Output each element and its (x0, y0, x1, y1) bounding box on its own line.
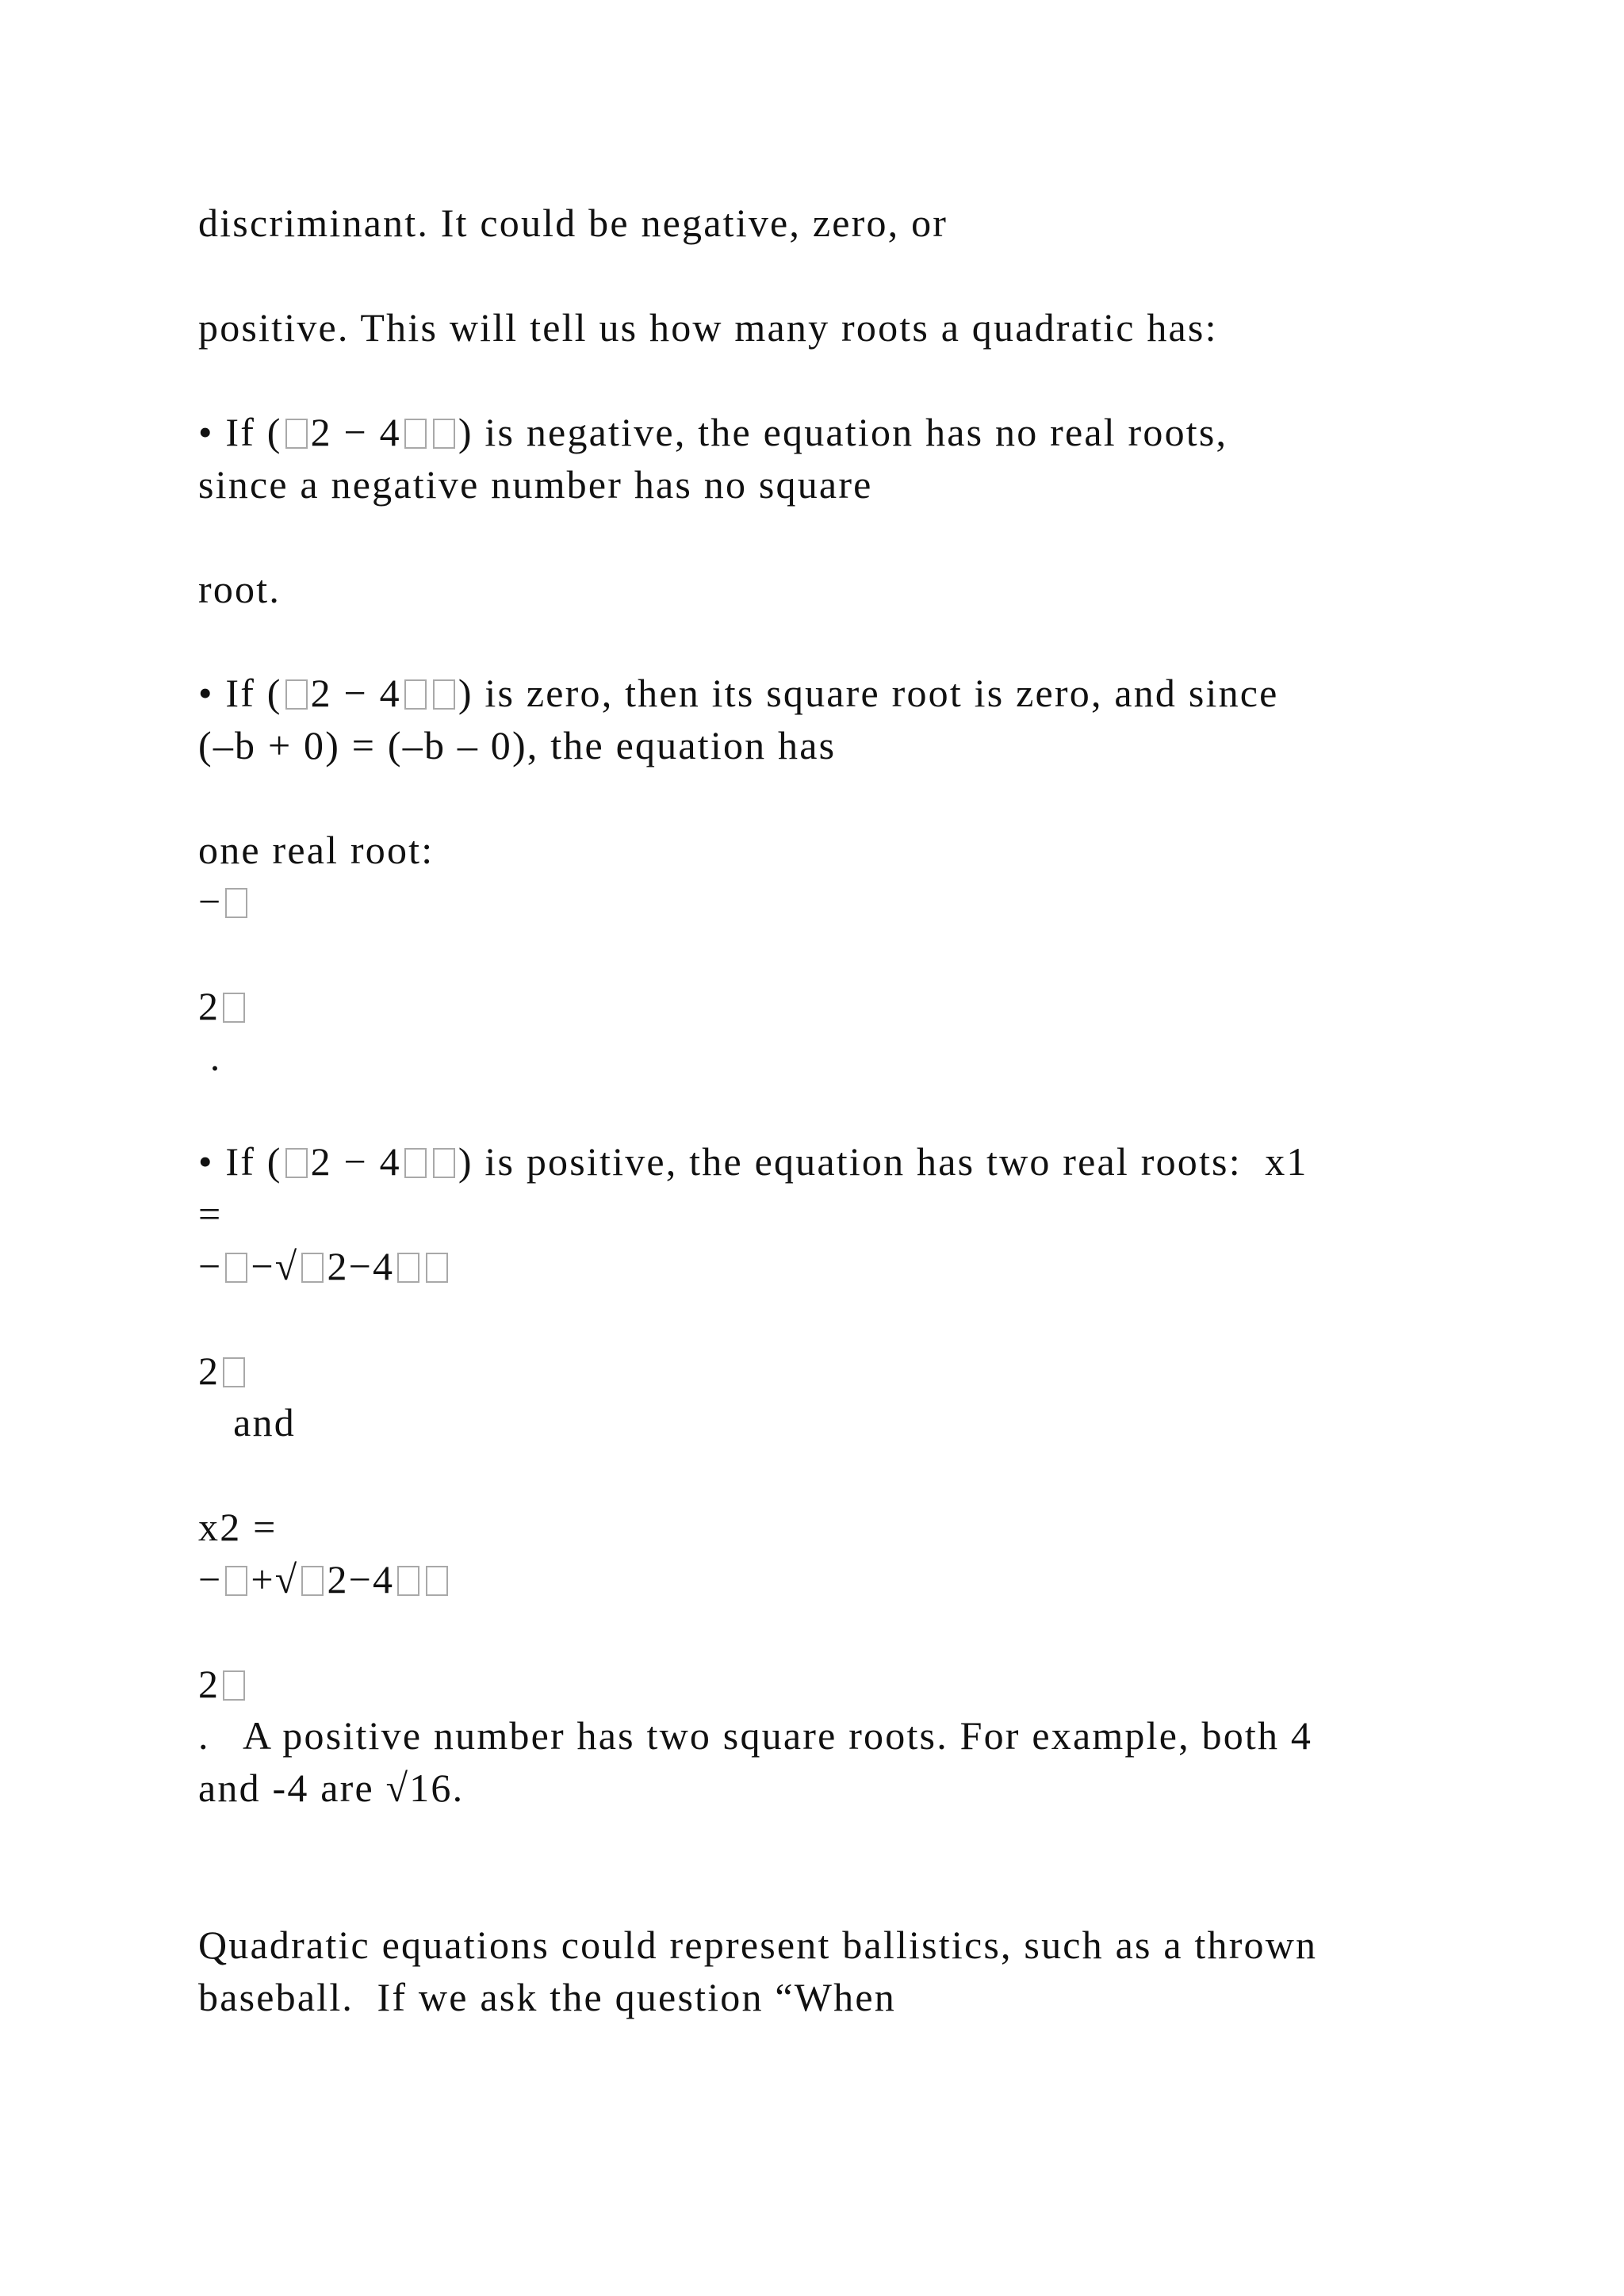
missing-glyph-box (285, 1148, 308, 1178)
formula-period-1: . (198, 1035, 222, 1079)
ballistics-line-2: baseball. If we ask the question “When (198, 1975, 896, 2019)
missing-glyph-box (223, 1670, 245, 1701)
missing-glyph-box (285, 679, 308, 710)
missing-glyph-box (225, 1566, 247, 1596)
missing-glyph-box (433, 679, 455, 710)
formula-denominator-x2: 2 (198, 1658, 248, 1710)
missing-glyph-box (397, 1253, 419, 1283)
bullet-zero-line-3: one real root: (198, 828, 435, 872)
missing-glyph-box (301, 1253, 324, 1283)
missing-glyph-box (223, 993, 245, 1023)
bullet-negative-line-2: since a negative number has no square (198, 462, 873, 507)
ballistics-line-1: Quadratic equations could represent ballistics, such as a thrown (198, 1923, 1318, 1967)
bullet-zero-line-1: • If ( 2 − 4 ) is zero, then its square root is zero, and since (198, 671, 1279, 715)
bullet-negative-line-3: root. (198, 567, 282, 611)
and-line: and (198, 1400, 296, 1445)
missing-glyph-box (285, 419, 308, 449)
missing-glyph-box (426, 1253, 448, 1283)
missing-glyph-box (225, 1253, 247, 1283)
x2-label: x2 = (198, 1505, 278, 1549)
missing-glyph-box (433, 1148, 455, 1178)
formula-denominator-x1: 2 (198, 1345, 248, 1397)
missing-glyph-box (433, 419, 455, 449)
bullet-positive-line-1: • If ( 2 − 4 ) is positive, the equation has two real roots: x1 (198, 1139, 1308, 1184)
missing-glyph-box (225, 888, 247, 918)
formula-denominator-1: 2 (198, 980, 248, 1032)
missing-glyph-box (404, 1148, 427, 1178)
missing-glyph-box (397, 1566, 419, 1596)
formula-numerator-x2: − +√ 2−4 (198, 1553, 451, 1605)
text-line-1: discriminant. It could be negative, zero, or (198, 201, 948, 245)
missing-glyph-box (301, 1566, 324, 1596)
formula-numerator-1: − (198, 875, 251, 928)
missing-glyph-box (426, 1566, 448, 1596)
bullet-positive-line-2: = (198, 1192, 223, 1236)
square-roots-line-2: and -4 are √16. (198, 1766, 465, 1810)
missing-glyph-box (223, 1357, 245, 1387)
missing-glyph-box (404, 419, 427, 449)
bullet-zero-line-2: (–b + 0) = (–b – 0), the equation has (198, 723, 837, 767)
bullet-negative-line-1: • If ( 2 − 4 ) is negative, the equation has no real roots, (198, 410, 1228, 454)
square-roots-line-1: . A positive number has two square roots. For example, both 4 (198, 1713, 1313, 1758)
text-line-2: positive. This will tell us how many roots a quadratic has: (198, 305, 1218, 350)
formula-numerator-x1: − −√ 2−4 (198, 1240, 451, 1292)
missing-glyph-box (404, 679, 427, 710)
